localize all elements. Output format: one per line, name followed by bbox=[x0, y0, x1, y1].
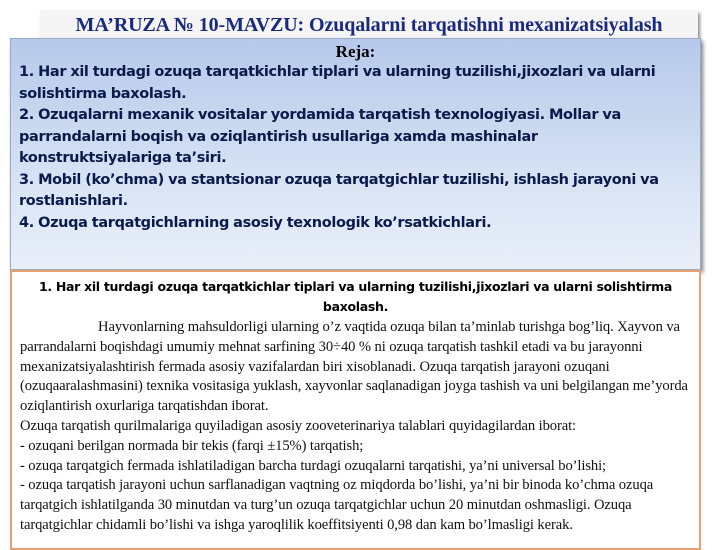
plan-heading: Reja: bbox=[335, 42, 376, 61]
lecture-text-panel bbox=[10, 270, 701, 550]
plan-list bbox=[11, 62, 700, 234]
body-paragraph-1 bbox=[20, 318, 691, 417]
plan-item-1: 1. Har xil turdagi ozuqa tarqatkichlar tiplari va ularning tuzilishi,jixozlari va ularni solishtirma baxolash. bbox=[19, 64, 656, 102]
section-title: 1. Har xil turdagi ozuqa tarqatkichlar tiplari va ularning tuzilishi,jixozlari va ularni solishtirma baxolash. bbox=[38, 279, 673, 314]
paragraph-1-text: Hayvonlarning mahsuldorligi ularning o’z vaqtida ozuqa bilan ta’minlab turishga bog’liq. Xayvon va parrandalarni boqishdagi umumiy mehnat sarfining 30÷40 % ni ozuqa tarqatish tashkil etadi va bu jarayonni mexanizatsiyalashtirish fermada asosiy vazifalardan biri xisoblanadi. Ozuqa tarqatish jarayoni ozuqani (ozuqaaralashmasini) texnika vositasiga yuklash, xayvonlar saqlanadigan joyga tashish va uni belgilangan me’yorda oziqlantirish oxurlariga tarqatishdan iborat. bbox=[20, 319, 688, 415]
requirement-item-3: - ozuqa tarqatish jarayoni uchun sarflanadigan vaqtning oz miqdorda bo’lishi, ya’ni bir binoda ko’chma ozuqa tarqatgich ishlatilganda 30 minutdan va turg’un ozuqa tarqatgichlar uchun 20 minutdan oshmasligi. Ozuqa tarqatgichlar chidamli bo’lishi va ishga yaroqlilik koeffitsiyenti 0,98 dan kam bo’lmasligi kerak. bbox=[20, 477, 654, 533]
lecture-title: MA’RUZA № 10-MAVZU: Ozuqalarni tarqatishni mexanizatsiyalash bbox=[75, 14, 663, 36]
plan-item-4: 4. Ozuqa tarqatgichlarning asosiy texnologik ko’rsatkichlari. bbox=[19, 214, 492, 231]
plan-panel bbox=[10, 38, 701, 270]
plan-item-3: 3. Mobil (ko’chma) va stantsionar ozuqa tarqatgichlar tuzilishi, ishlash jarayoni va rostlanishlari. bbox=[19, 171, 659, 209]
body-paragraph-2: Ozuqa tarqatish qurilmalariga quyiladigan asosiy zooveterinariya talablari quyidagilardan iborat: bbox=[20, 417, 577, 434]
requirement-item-2: - ozuqa tarqatgich fermada ishlatiladigan barcha turdagi ozuqalarni tarqatishi, ya’ni universal bo’lishi; bbox=[20, 457, 607, 474]
requirement-item-1: - ozuqani berilgan normada bir tekis (farqi ±15%) tarqatish; bbox=[20, 437, 364, 454]
plan-item-2: 2. Ozuqalarni mexanik vositalar yordamida tarqatish texnologiyasi. Mollar va parrandalarni boqish va oziqlantirish usullariga xamda mashinalar konstruktsiyalariga ta’siri. bbox=[19, 107, 621, 166]
title-banner bbox=[40, 10, 698, 40]
